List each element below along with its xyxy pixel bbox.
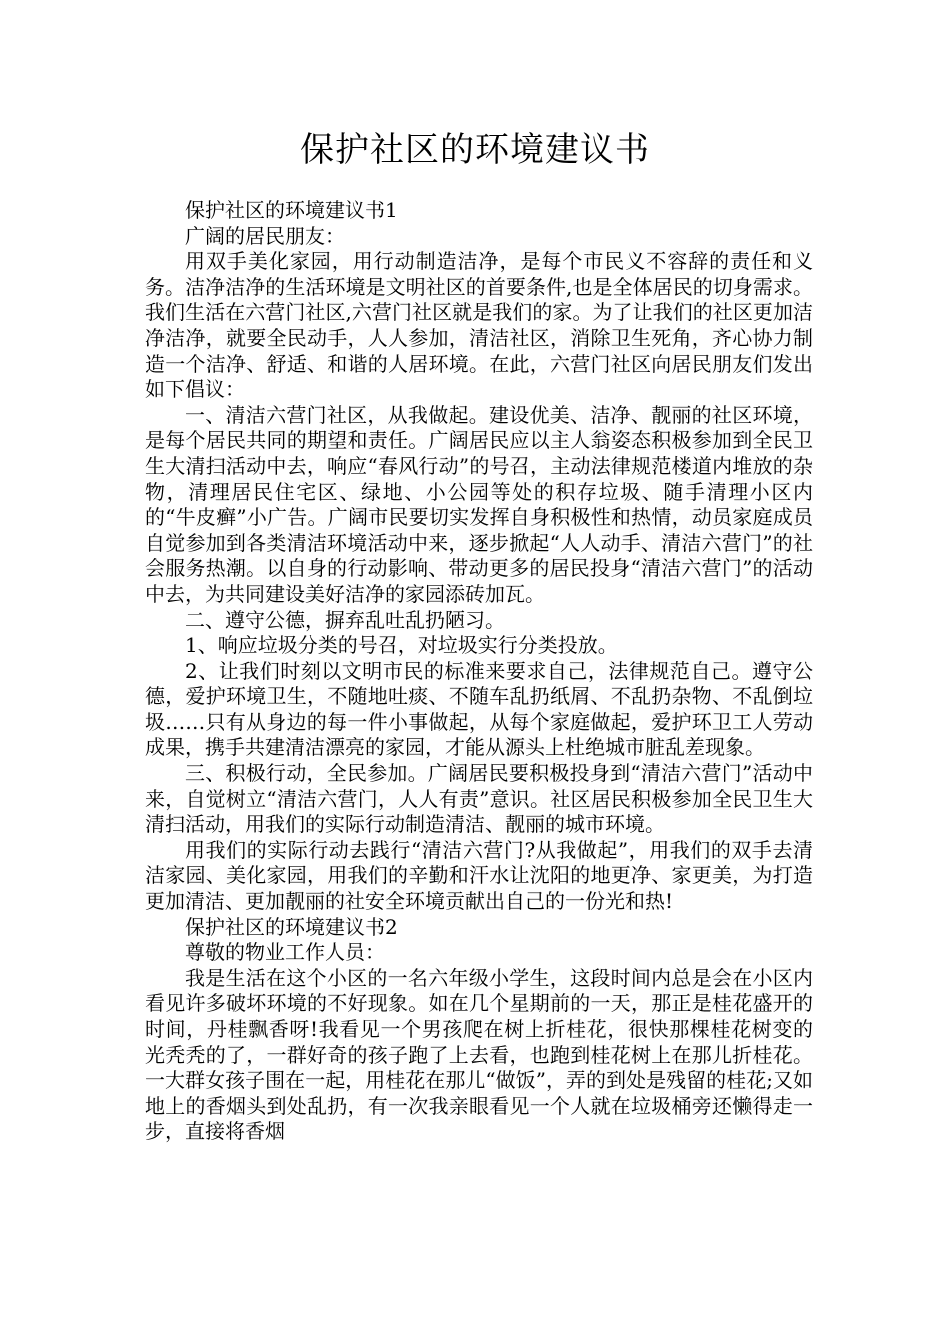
paragraph: 一、清洁六营门社区，从我做起。建设优美、洁净、靓丽的社区环境，是每个居民共同的期望和责任。广阔居民应以主人翁姿态积极参加到全民卫生大清扫活动中去，响应“春风行动”的号召，主动法律规范楼道内堆放的杂物，清理居民住宅区、绿地、小公园等处的积存垃圾、随手清理小区内的“牛皮癣”小广告。广阔市民要切实发挥自身积极性和热情，动员家庭成员自觉参加到各类清洁环境活动中来，逐步掀起“人人动手、清洁六营门”的社会服务热潮。以自身的行动影响、带动更多的居民投身“清洁六营门”的活动中去，为共同建设美好洁净的家园添砖加瓦。: [145, 402, 813, 606]
paragraph: 二、遵守公德，摒弃乱吐乱扔陋习。: [185, 607, 505, 632]
paragraph: 用双手美化家园，用行动制造洁净，是每个市民义不容辞的责任和义务。洁净洁净的生活环境是文明社区的首要条件,也是全体居民的切身需求。我们生活在六营门社区,六营门社区就是我们的家。为了让我们的社区更加洁净洁净，就要全民动手，人人参加，清洁社区，消除卫生死角，齐心协力制造一个洁净、舒适、和谐的人居环境。在此，六营门社区向居民朋友们发出如下倡议：: [145, 249, 813, 402]
document-title: 保护社区的环境建议书: [300, 130, 650, 170]
paragraph: 三、积极行动，全民参加。广阔居民要积极投身到“清洁六营门”活动中来，自觉树立“清洁六营门，人人有责”意识。社区居民积极参加全民卫生大清扫活动，用我们的实际行动制造清洁、靓丽的城市环境。: [145, 761, 813, 837]
paragraph: 尊敬的物业工作人员：: [185, 940, 385, 965]
paragraph: 广阔的居民朋友：: [185, 223, 345, 248]
paragraph: 保护社区的环境建议书2: [185, 914, 398, 939]
paragraph: 2、让我们时刻以文明市民的标准来要求自己，法律规范自己。遵守公德，爱护环境卫生，不随地吐痰、不随车乱扔纸屑、不乱扔杂物、不乱倒垃圾……只有从身边的每一件小事做起，从每个家庭做起，爱护环卫工人劳动成果，携手共建清洁漂亮的家园，才能从源头上杜绝城市脏乱差现象。: [145, 658, 813, 760]
paragraph: 用我们的实际行动去践行“清洁六营门?从我做起”，用我们的双手去清洁家园、美化家园，用我们的辛勤和汗水让沈阳的地更净、家更美，为打造更加清洁、更加靓丽的社安全环境贡献出自己的一份光和热!: [145, 837, 813, 914]
paragraph: 我是生活在这个小区的一名六年级小学生，这段时间内总是会在小区内看见许多破坏环境的不好现象。如在几个星期前的一天，那正是桂花盛开的时间，丹桂飘香呀!我看见一个男孩爬在树上折桂花，很快那棵桂花树变的光秃秃的了，一群好奇的孩子跑了上去看，也跑到桂花树上在那儿折桂花。一大群女孩子围在一起，用桂花在那儿“做饭”，弄的到处是残留的桂花;又如地上的香烟头到处乱扔，有一次我亲眼看见一个人就在垃圾桶旁还懒得走一步，直接将香烟: [145, 965, 813, 1144]
paragraph: 1、响应垃圾分类的号召，对垃圾实行分类投放。: [185, 633, 618, 658]
document-body: [145, 198, 813, 1145]
paragraph: 保护社区的环境建议书1: [185, 198, 398, 222]
